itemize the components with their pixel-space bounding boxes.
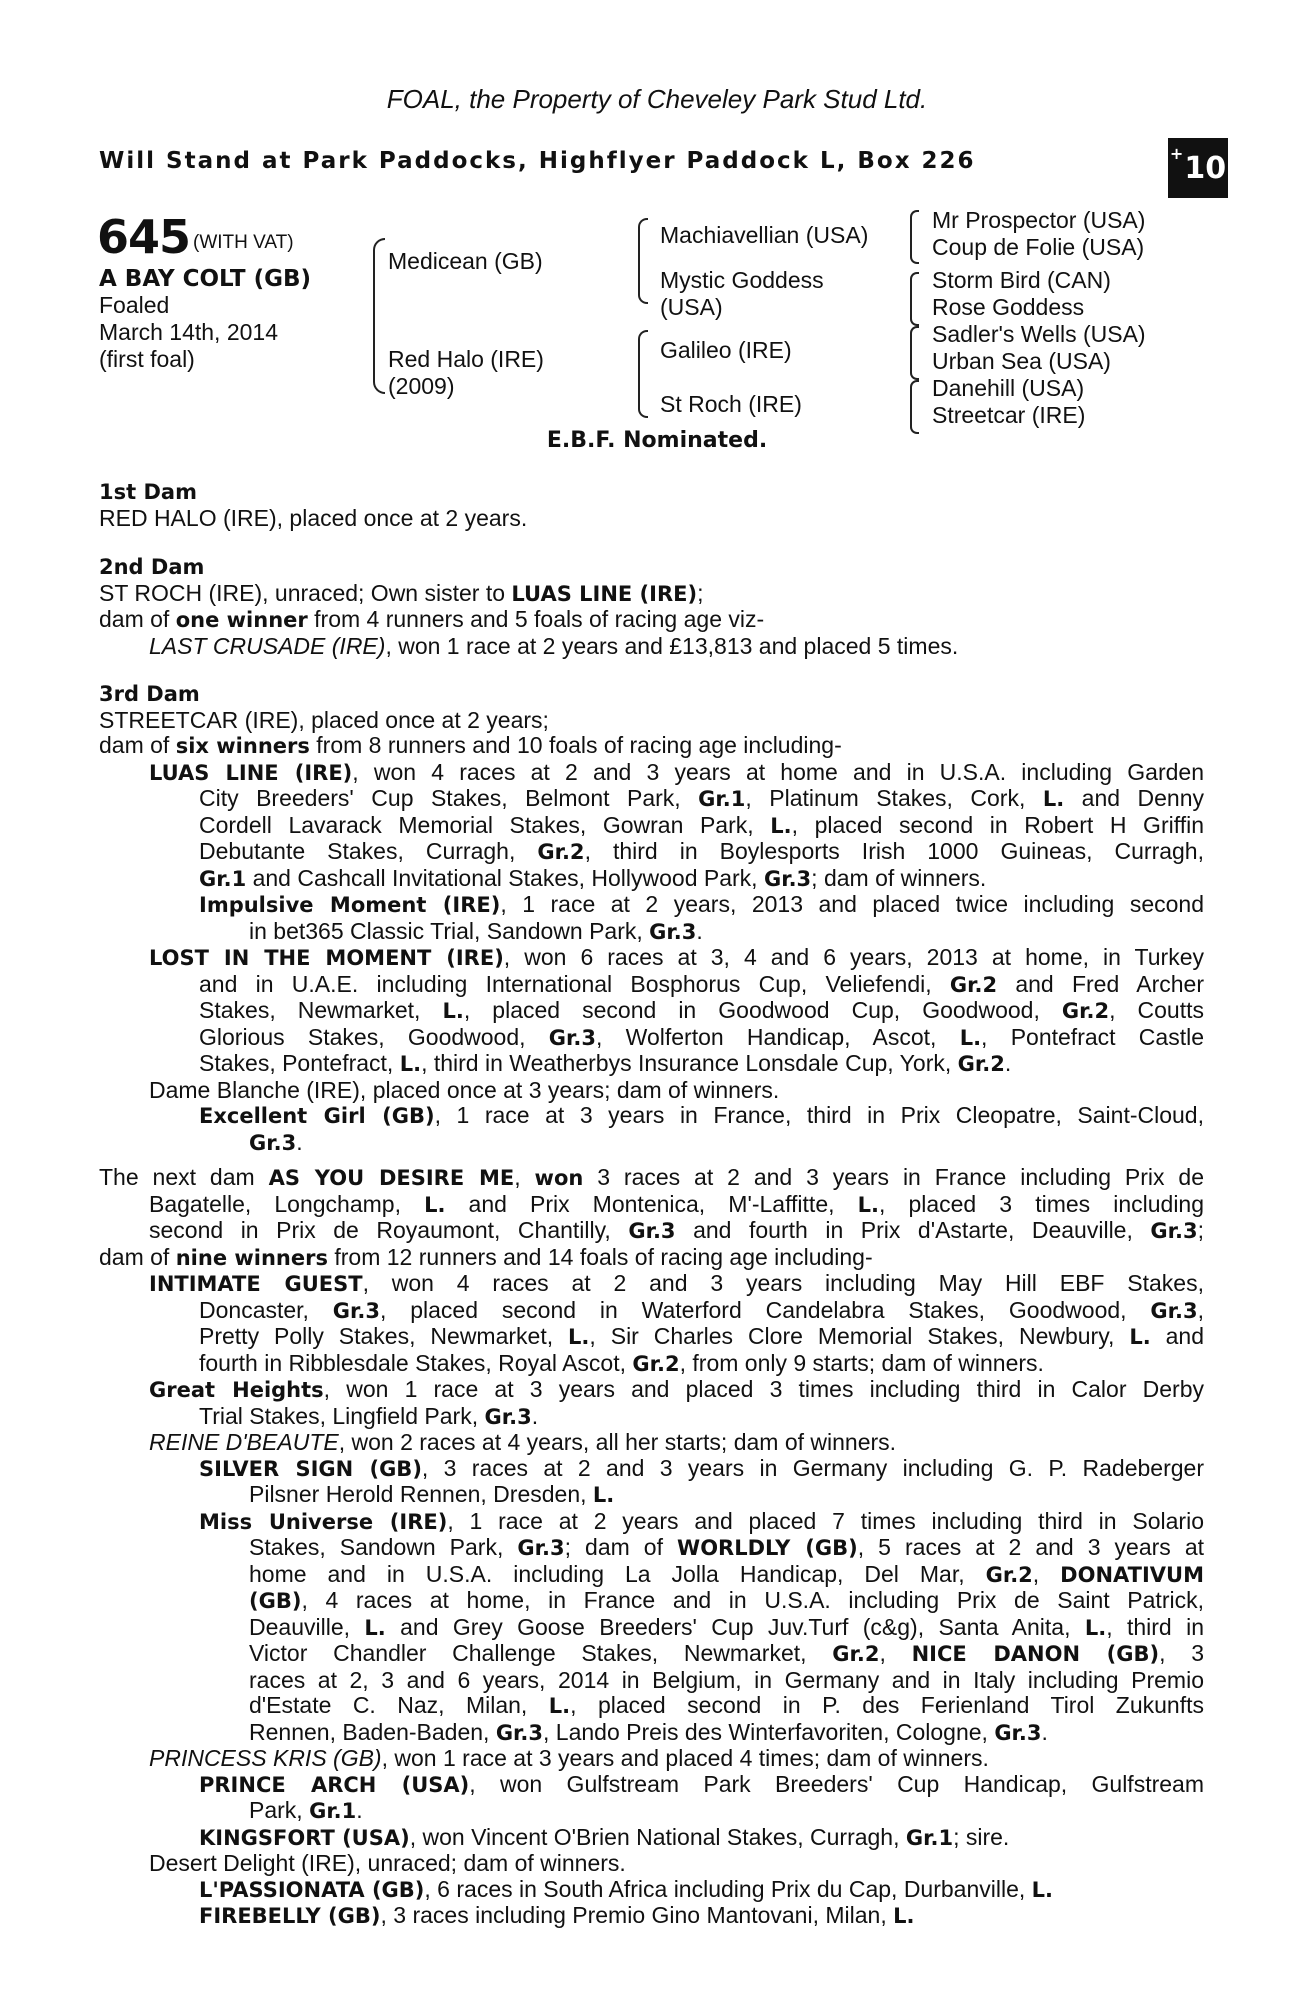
text-line: races at 2, 3 and 6 years, 2014 in Belgium, in Germany and in Italy including Premio [249,1666,1204,1693]
text-line: FIREBELLY (GB), 3 races including Premio Gino Mantovani, Milan, L. [199,1902,915,1928]
text-line: Pilsner Herold Rennen, Dresden, L. [249,1481,615,1507]
text-line: dam of nine winners from 12 runners and 14 foals of racing age including- [99,1243,873,1270]
lot-badge [1168,138,1228,198]
text-line: fourth in Ribblesdale Stakes, Royal Ascot, Gr.2, from only 9 starts; dam of winners. [199,1349,1044,1376]
text-line: Cordell Lavarack Memorial Stakes, Gowran Park, L., placed second in Robert H Griffin [199,811,1204,838]
second-dam-section [99,555,1204,659]
text-line: PRINCESS KRIS (GB), won 1 race at 3 years and placed 4 times; dam of winners. [149,1745,989,1771]
pedigree-dds: Danehill (USA) [932,375,1085,401]
text-line: LOST IN THE MOMENT (IRE), won 6 races at 3, 4 and 6 years, 2013 at home, in Turkey [149,944,1204,970]
text-line: home and in U.S.A. including La Jolla Handicap, Del Mar, Gr.2, DONATIVUM [249,1560,1204,1587]
next-dam-section [99,1165,1204,1930]
text-line: d'Estate C. Naz, Milan, L., placed second in P. des Ferienland Tirol Zukunfts [249,1692,1204,1718]
text-line: KINGSFORT (USA), won Vincent O'Brien National Stakes, Curragh, Gr.1; sire. [199,1823,1010,1850]
lot-description: A BAY COLT (GB) [99,266,312,292]
first-dam-text: RED HALO (IRE), placed once at 2 years. [99,504,528,531]
first-dam-heading: 1st Dam [99,480,197,504]
text-line: Bagatelle, Longchamp, L. and Prix Montenica, M'-Laffitte, L., placed 3 times including [149,1190,1205,1217]
text-line: LUAS LINE (IRE), won 4 races at 2 and 3 years at home and in U.S.A. including Garden [149,758,1204,785]
text-line: second in Prix de Royaumont, Chantilly, Gr.3 and fourth in Prix d'Astarte, Deauville, Gr.3; [149,1217,1204,1243]
brace-3 [910,326,919,380]
lot-number: 645 [97,210,191,264]
pedigree-sire-sire: Machiavellian (USA) [660,222,869,248]
text-line: STREETCAR (IRE), placed once at 2 years; [99,706,549,733]
pedigree-sire: Medicean (GB) [388,248,543,274]
text-line: Stakes, Newmarket, L., placed second in Goodwood Cup, Goodwood, Gr.2, Coutts [199,997,1205,1023]
text-line: Debutante Stakes, Curragh, Gr.2, third in Boylesports Irish 1000 Guineas, Curragh, [199,838,1204,864]
pedigree-ddd: Streetcar (IRE) [932,402,1086,428]
text-line: Great Heights, won 1 race at 3 years and placed 3 times including third in Calor Derby [149,1376,1204,1402]
text-line: City Breeders' Cup Stakes, Belmont Park, Gr.1, Platinum Stakes, Cork, L. and Denny [199,785,1205,811]
text-line: (GB), 4 races at home, in France and in U.S.A. including Prix de Saint Patrick, [249,1587,1204,1613]
stand-location: Will Stand at Park Paddocks, Highflyer Paddock L, Box 226 [99,148,976,174]
text-line: Stakes, Sandown Park, Gr.3; dam of WORLDLY (GB), 5 races at 2 and 3 years at [249,1534,1205,1560]
text-line: Glorious Stakes, Goodwood, Gr.3, Wolferton Handicap, Ascot, L., Pontefract Castle [199,1023,1205,1050]
second-dam-heading: 2nd Dam [99,555,205,579]
text-line: Deauville, L. and Grey Goose Breeders' Cup Juv.Turf (c&g), Santa Anita, L., third in [249,1613,1204,1640]
sire-brace [638,218,648,304]
text-line: Rennen, Baden-Baden, Gr.3, Lando Preis des Winterfavoriten, Cologne, Gr.3. [249,1718,1048,1745]
pedigree-dam-sire: Galileo (IRE) [660,337,792,363]
text-line: PRINCE ARCH (USA), won Gulfstream Park Breeders' Cup Handicap, Gulfstream [199,1770,1204,1797]
pedigree-dsd: Urban Sea (USA) [932,348,1111,374]
text-line: SILVER SIGN (GB), 3 races at 2 and 3 years in Germany including G. P. Radeberger [199,1454,1204,1481]
badge-number: 10 [1184,150,1227,186]
text-line: Excellent Girl (GB), 1 race at 3 years in France, third in Prix Cleopatre, Saint-Cloud, [199,1102,1204,1128]
foaled-info [99,292,278,373]
text-line: Impulsive Moment (IRE), 1 race at 2 years, 2013 and placed twice including second [199,891,1204,917]
text-line: Park, Gr.1. [249,1797,363,1823]
text-line: Stakes, Pontefract, L., third in Weatherbys Insurance Lonsdale Cup, York, Gr.2. [199,1050,1012,1076]
pedigree-sss: Mr Prospector (USA) [932,207,1146,233]
dam-brace [638,330,648,418]
text-line: Dame Blanche (IRE), placed once at 3 years; dam of winners. [149,1076,780,1103]
foaled-label: Foaled [99,292,170,318]
text-line: dam of one winner from 4 runners and 5 foals of racing age viz- [99,606,765,632]
pedigree-dam: Red Halo (IRE) [388,346,544,372]
text-line: Desert Delight (IRE), unraced; dam of winners. [149,1850,626,1876]
text-line: Miss Universe (IRE), 1 race at 2 years and placed 7 times including third in Solario [199,1507,1204,1534]
text-line: L'PASSIONATA (GB), 6 races in South Africa including Prix du Cap, Durbanville, L. [199,1875,1054,1902]
text-line: REINE D'BEAUTE, won 2 races at 4 years, all her starts; dam of winners. [149,1429,897,1455]
foaled-date: March 14th, 2014 [99,319,279,345]
pedigree-sire-dam-country: (USA) [660,294,723,320]
text-line: INTIMATE GUEST, won 4 races at 2 and 3 years including May Hill EBF Stakes, [149,1270,1204,1296]
third-dam-heading: 3rd Dam [99,682,200,706]
pedigree-brace [373,238,385,394]
text-line: in bet365 Classic Trial, Sandown Park, Gr.3. [249,917,703,944]
brace-2 [910,272,919,326]
foal-note: (first foal) [99,346,195,372]
pedigree-sire-dam: Mystic Goddess [660,267,824,293]
text-line: and in U.A.E. including International Bosphorus Cup, Veliefendi, Gr.2 and Fred Archer [199,970,1204,997]
text-line: ST ROCH (IRE), unraced; Own sister to LUAS LINE (IRE); [99,579,704,606]
pedigree-ssd: Coup de Folie (USA) [932,234,1145,260]
pedigree-sdd: Rose Goddess [932,294,1085,320]
badge-plus: + [1169,144,1184,163]
text-line: Victor Chandler Challenge Stakes, Newmarket, Gr.2, NICE DANON (GB), 3 [249,1640,1205,1666]
text-line: Doncaster, Gr.3, placed second in Waterford Candelabra Stakes, Goodwood, Gr.3, [199,1296,1204,1323]
text-line: Gr.3. [249,1128,303,1155]
text-line: The next dam AS YOU DESIRE ME, won 3 races at 2 and 3 years in France including Prix de [99,1164,1205,1190]
pedigree-sds: Storm Bird (CAN) [932,267,1111,293]
pedigree-dss: Sadler's Wells (USA) [932,321,1146,347]
ebf-nominated: E.B.F. Nominated. [546,428,768,453]
brace-4 [910,380,919,434]
pedigree-dam-dam: St Roch (IRE) [660,391,802,417]
pedigree-dam-year: (2009) [388,373,455,399]
text-line: Gr.1 and Cashcall Invitational Stakes, Hollywood Park, Gr.3; dam of winners. [199,864,987,891]
text-line: Pretty Polly Stakes, Newmarket, L., Sir Charles Clore Memorial Stakes, Newbury, L. and [199,1323,1205,1349]
page-title: FOAL, the Property of Cheveley Park Stud Ltd. [386,84,928,114]
vat-note: (WITH VAT) [193,232,294,253]
brace-1 [910,210,919,264]
first-dam-section [99,480,1204,531]
third-dam-section [99,682,1204,1156]
text-line: LAST CRUSADE (IRE), won 1 race at 2 years and £13,813 and placed 5 times. [149,632,959,659]
text-line: Trial Stakes, Lingfield Park, Gr.3. [199,1402,539,1429]
text-line: dam of six winners from 8 runners and 10 foals of racing age including- [99,732,842,758]
